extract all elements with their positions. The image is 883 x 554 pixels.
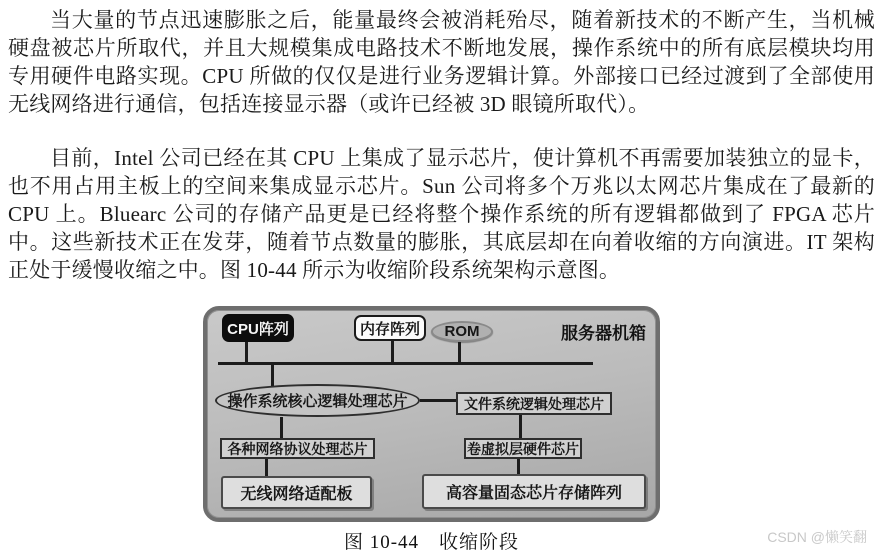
figure-server-chassis — [203, 306, 660, 522]
connector-volume-to-ssd — [517, 459, 520, 474]
node-cpu-array: CPU阵列 — [222, 314, 294, 342]
node-fs-logic-chip: 文件系统逻辑处理芯片 — [456, 392, 612, 415]
figure-caption: 图 10-44 收缩阶段 — [343, 532, 520, 553]
node-os-core-chip: 操作系统核心逻辑处理芯片 — [215, 384, 420, 417]
node-wireless-adapter-board: 无线网络适配板 — [221, 476, 372, 509]
paragraph-1: 当大量的节点迅速膨胀之后，能量最终会被消耗殆尽，随着新技术的不断产生，当机械硬盘被芯片所取代，并且大规模集成电路技术不断地发展，操作系统中的所有底层模块均用专用硬件电路实现。CPU 所做的仅仅是进行业务逻辑计算。外部接口已经过渡到了全部使用无线网络进行通信，包括连接显示器（或许已经被 3D 眼镜所取代）。 — [8, 8, 875, 116]
connector-os-to-net — [280, 417, 283, 440]
node-network-protocol-chip: 各种网络协议处理芯片 — [220, 438, 375, 459]
node-rom: ROM — [431, 321, 493, 342]
connector-cpu-to-bus — [245, 342, 248, 362]
node-memory-array: 内存阵列 — [354, 315, 426, 341]
connector-rom-to-bus — [458, 342, 461, 362]
node-volume-virtualization-chip: 卷虚拟层硬件芯片 — [464, 438, 582, 459]
chassis-label: 服务器机箱 — [561, 324, 646, 343]
system-bus-line — [218, 362, 593, 365]
connector-bus-to-os-core — [271, 365, 274, 386]
node-ssd-storage-array: 高容量固态芯片存储阵列 — [422, 474, 646, 509]
body-text — [8, 0, 875, 284]
connector-memory-to-bus — [391, 341, 394, 362]
paragraph-2: 目前，Intel 公司已经在其 CPU 上集成了显示芯片，使计算机不再需要加装独立的显卡，也不用占用主板上的空间来集成显示芯片。Sun 公司将多个万兆以太网芯片集成在了最新的 CPU 上。Bluearc 公司的存储产品更是已经将整个操作系统的所有逻辑都做到了 FPGA 芯片中。这些新技术正在发芽，随着节点数量的膨胀，其底层却在向着收缩的方向演进。IT 架构正处于缓慢收缩之中。图 10-44 所示为收缩阶段系统架构示意图。 — [8, 146, 875, 282]
csdn-watermark: CSDN @懒笑翻 — [767, 529, 867, 545]
connector-net-to-wireless — [265, 459, 268, 476]
connector-os-to-fs — [420, 399, 460, 402]
connector-fs-to-volume — [519, 415, 522, 440]
